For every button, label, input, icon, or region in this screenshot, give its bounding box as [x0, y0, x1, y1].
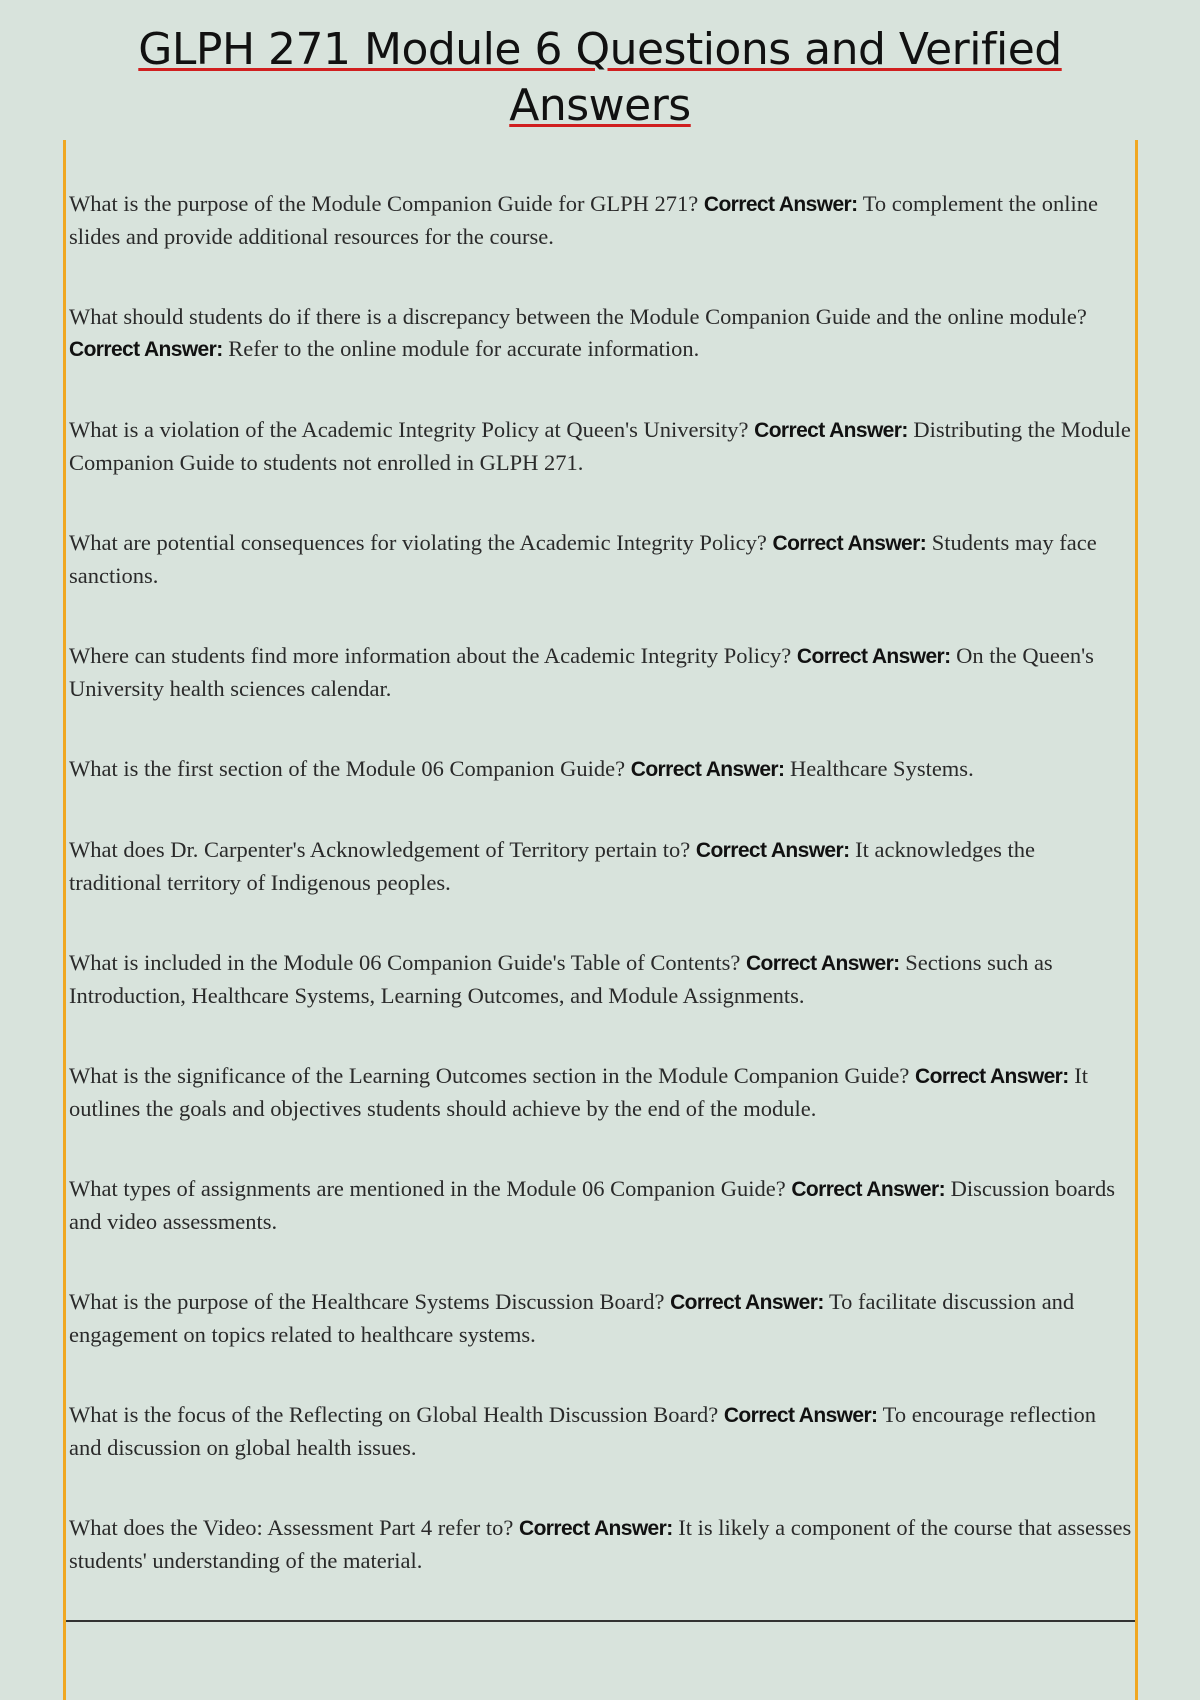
question-text: What is the purpose of the Healthcare Systems Discussion Board? — [69, 1289, 665, 1314]
correct-answer-label: Correct Answer: — [695, 839, 850, 862]
correct-answer-label: Correct Answer: — [915, 1065, 1069, 1088]
right-border-rule — [1135, 140, 1138, 1700]
page-title — [0, 22, 1200, 134]
answer-text: It is likely a component of the course that assesses students' understanding of the material. — [69, 1515, 1132, 1573]
qa-item-5 — [69, 640, 1132, 705]
qa-item-10 — [69, 1173, 1132, 1238]
bottom-divider — [66, 1620, 1135, 1622]
question-text: What does the Video: Assessment Part 4 refer to? — [69, 1515, 514, 1540]
question-text: What is the significance of the Learning Outcomes section in the Module Companion Guide? — [69, 1063, 910, 1088]
answer-text: To complement the online slides and provide additional resources for the course. — [69, 191, 1098, 249]
correct-answer-label: Correct Answer: — [772, 532, 927, 555]
qa-list — [69, 188, 1132, 1625]
qa-item-12 — [69, 1399, 1132, 1464]
correct-answer-label: Correct Answer: — [69, 338, 223, 361]
qa-item-9 — [69, 1060, 1132, 1125]
question-text: What types of assignments are mentioned in the Module 06 Companion Guide? — [69, 1176, 786, 1201]
answer-text: To facilitate discussion and engagement on topics related to healthcare systems. — [69, 1289, 1075, 1347]
correct-answer-label: Correct Answer: — [723, 1404, 878, 1427]
correct-answer-label: Correct Answer: — [670, 1291, 824, 1314]
title-line-1: GLPH 271 Module 6 Questions and Verified — [138, 24, 1062, 75]
question-text: What does Dr. Carpenter's Acknowledgement of Territory pertain to? — [69, 837, 691, 862]
qa-item-3 — [69, 414, 1132, 479]
qa-item-7 — [69, 834, 1132, 899]
correct-answer-label: Correct Answer: — [791, 1178, 945, 1201]
question-text: What is the first section of the Module 06 Companion Guide? — [69, 756, 626, 781]
question-text: What is the purpose of the Module Companion Guide for GLPH 271? — [69, 191, 699, 216]
qa-item-4 — [69, 527, 1132, 592]
answer-text: Discussion boards and video assessments. — [69, 1176, 1115, 1234]
left-border-rule — [63, 140, 66, 1700]
question-text: What is a violation of the Academic Integrity Policy at Queen's University? — [69, 417, 749, 442]
question-text: What is included in the Module 06 Companion Guide's Table of Contents? — [69, 950, 741, 975]
qa-item-8 — [69, 947, 1132, 1012]
answer-text: It acknowledges the traditional territory of Indigenous peoples. — [69, 837, 1036, 895]
question-text: What is the focus of the Reflecting on Global Health Discussion Board? — [69, 1402, 719, 1427]
question-text: Where can students find more information about the Academic Integrity Policy? — [69, 643, 792, 668]
title-line-2: Answers — [509, 80, 691, 131]
correct-answer-label: Correct Answer: — [519, 1517, 673, 1540]
correct-answer-label: Correct Answer: — [796, 645, 951, 668]
answer-text: Distributing the Module Companion Guide to students not enrolled in GLPH 271. — [69, 417, 1131, 475]
correct-answer-label: Correct Answer: — [745, 952, 900, 975]
answer-text: To encourage reflection and discussion on global health issues. — [69, 1402, 1096, 1460]
correct-answer-label: Correct Answer: — [754, 419, 908, 442]
correct-answer-label: Correct Answer: — [630, 758, 785, 781]
qa-item-13 — [69, 1512, 1132, 1577]
qa-item-1 — [69, 188, 1132, 253]
answer-text: Refer to the online module for accurate information. — [228, 336, 700, 361]
answer-text: Healthcare Systems. — [790, 756, 974, 781]
qa-item-11 — [69, 1286, 1132, 1351]
correct-answer-label: Correct Answer: — [703, 193, 858, 216]
qa-item-6 — [69, 753, 1132, 786]
question-text: What should students do if there is a discrepancy between the Module Companion Guide and the online module? — [69, 304, 1087, 329]
answer-text: Students may face sanctions. — [69, 530, 1097, 588]
answer-text: Sections such as Introduction, Healthcare Systems, Learning Outcomes, and Module Assignments. — [69, 950, 1053, 1008]
answer-text: On the Queen's University health sciences calendar. — [69, 643, 1094, 701]
qa-item-2 — [69, 301, 1132, 366]
answer-text: It outlines the goals and objectives students should achieve by the end of the module. — [69, 1063, 1089, 1121]
question-text: What are potential consequences for violating the Academic Integrity Policy? — [69, 530, 767, 555]
